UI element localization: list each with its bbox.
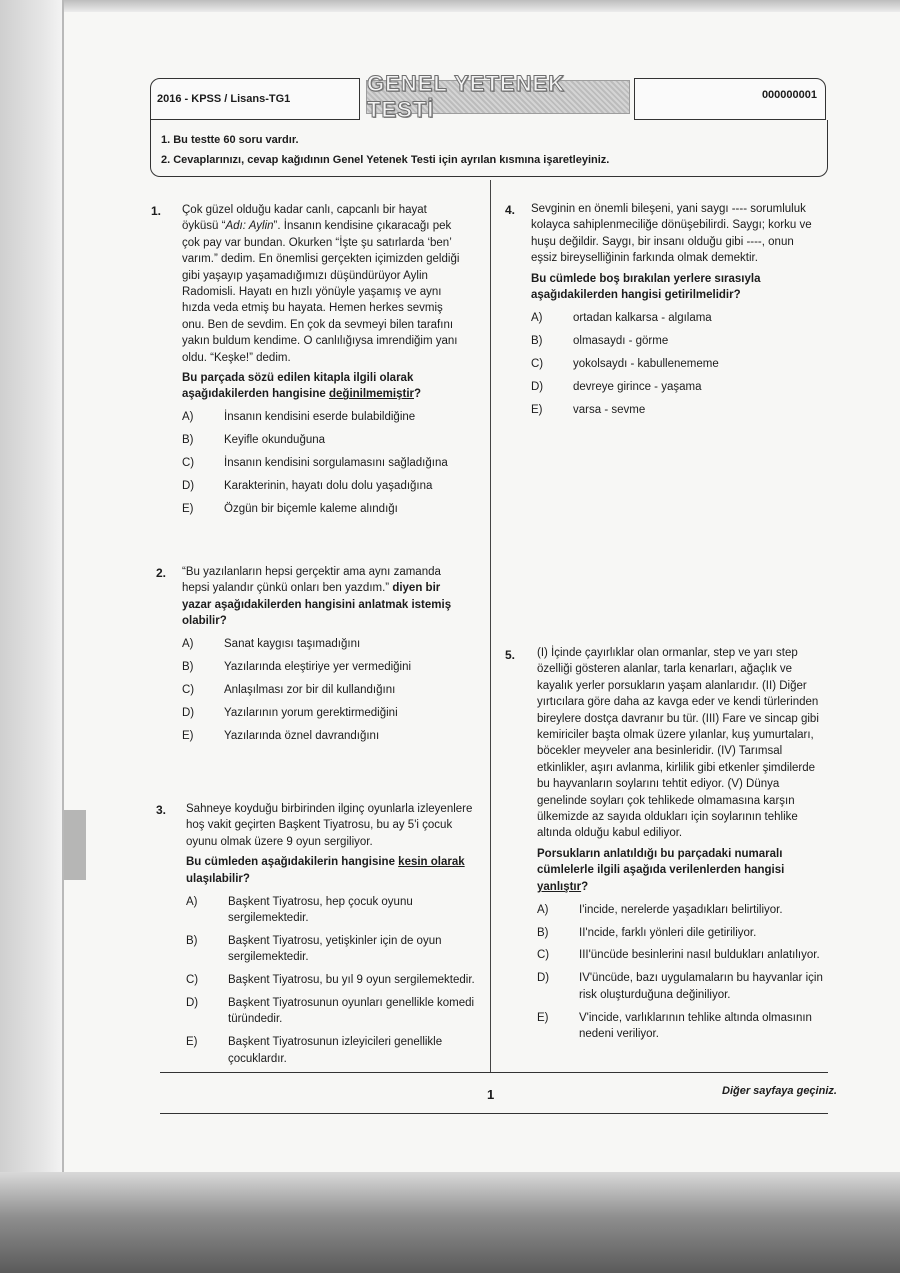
option-letter: B) [182,434,194,447]
option-text: yokolsaydı - kabullenememe [573,357,719,370]
page-header [150,71,826,122]
option-text: Başkent Tiyatrosunun oyunları genellikle komedi türündedir. [228,997,475,1026]
option-text: Anlaşılması zor bir dil kullandığını [224,683,396,696]
question-prompt: Porsukların anlatıldığı bu parçadaki numaralı cümlelerle ilgili aşağıda verilenlerden hangisi yanlıştır? [537,847,785,893]
option-text: devreye girince - yaşama [573,380,702,393]
page-edge [62,0,64,1172]
question-prompt: Bu cümlede boş bırakılan yerlere sırasıyla aşağıdakilerden hangisi getirilmelidir? [531,272,761,302]
option-letter: D) [531,380,544,393]
options-list [186,894,476,1068]
answer-option [531,402,821,418]
answer-option [182,705,460,721]
test-title-banner [366,71,630,122]
question-number: 5. [505,648,516,662]
answer-option [182,636,460,652]
scan-shadow-bottom [0,1172,900,1273]
option-letter: B) [537,926,549,939]
option-letter: C) [182,683,195,696]
option-text: Karakterinin, hayatı dolu dolu yaşadığına [224,480,433,493]
option-text: Yazılarında eleştiriye yer vermediğini [224,661,412,674]
answer-option [537,1010,827,1043]
option-letter: B) [182,661,194,674]
question-number: 4. [505,203,516,217]
option-text: I'incide, nerelerde yaşadıkları belirtiliyor. [579,903,783,916]
question-stem: (I) İçinde çayırlıklar olan ormanlar, step ve yarı step özelliği gösteren alanlar, tarla kenarları, ağaçlık ve kayalık yerler porsukların yaşam alanlarıdır. (II) Diğer yırtıcılara göre daha az kavga eder ve kendi türlerinden bireylere dostça davranır bu tür. (III) Fare ve sincap gibi kemiriciler başta olmak üzere yılanlar, kuş yumurtaları, böcekler meyveler ana besinleridir. (IV) Tarımsal etkinlikler, aşırı avlanma, kirlilik gibi etkenler şimdilerde bu hayvanların soylarını tehtit ediyor. (V) Dünya genelinde soyları çok tehlikede olmamasına karşın ülkemizde az sayıda oldukları için soylarının tehlike altında olduğu kabul ediliyor. [537,647,819,840]
question-2 [182,564,460,744]
option-text: Keyifle okunduğuna [224,434,326,447]
question-stem: Çok güzel olduğu kadar canlı, capcanlı bir hayat öyküsü “Adı: Aylin”. İnsanın kendisine çıkaracağı pek çok pay var bundan. Okurken “İşte şu satırlarda ‘ben’ varım.” dedim. En önemlisi gerçekten içimizden geldiği gibi yaşayıp yaşamadığımızı düşündürüyor Aylin Radomisli. Hayatı en hızlı yönüyle yaşamış ve aynı hızda veda etmiş bu hayata. Hemen herkes sevmiş onu. Ben de sevdim. En çok da sevmeyi bilen tarafını yakın buldum kendime. O canlılığıysa imrendiğim yanı oldu. “Keşke!” dedim. [182,204,460,364]
question-5 [537,645,827,1042]
question-3 [186,801,476,1067]
answer-option [182,455,460,471]
question-prompt: Bu cümleden aşağıdakilerin hangisine kesin olarak ulaşılabilir? [186,856,465,885]
answer-option [182,478,460,494]
answer-option [537,902,827,918]
option-letter: E) [531,403,543,416]
option-letter: E) [182,729,194,742]
question-4 [531,201,821,418]
option-letter: A) [182,638,194,651]
option-text: Başkent Tiyatrosu, hep çocuk oyunu sergilemektedir. [228,895,413,924]
question-number: 3. [156,803,167,817]
page-number: 1 [487,1087,495,1102]
answer-option [186,894,476,927]
answer-option [182,409,460,425]
option-letter: E) [182,503,194,515]
option-text: V'incide, varlıklarının tehlike altında olmasının nedeni veriliyor. [579,1011,812,1041]
question-number: 2. [156,566,167,580]
answer-option [531,310,821,326]
option-letter: C) [531,357,544,370]
document-number-box [634,78,826,120]
answer-option [537,970,827,1003]
options-list [182,409,460,517]
option-letter: A) [186,895,198,908]
option-text: Başkent Tiyatrosu, bu yıl 9 oyun sergilemektedir. [228,974,475,987]
instruction-1: 1. Bu testte 60 soru vardır. [161,134,299,146]
option-text: Başkent Tiyatrosu, yetişkinler için de oyun sergilemektedir. [228,934,442,964]
column-divider [490,180,491,1072]
option-letter: E) [186,1036,198,1049]
answer-option [182,501,460,517]
scan-artifact [64,810,86,880]
question-stem: “Bu yazılanların hepsi gerçektir ama aynı zamanda hepsi yalandır çünkü onları ben yazdım.” diyen bir yazar aşağıdakilerden hangisini anlatmak istemiş olabilir? [182,566,452,628]
test-title: GENEL YETENEK TESTİ [367,71,566,122]
answer-option [186,933,476,966]
answer-option [537,947,827,963]
option-text: olmasaydı - görme [573,334,669,347]
option-text: IV'üncüde, bazı uygulamaların bu hayvanlar için risk oluşturduğuna değiniliyor. [579,972,823,1001]
next-page-note: Diğer sayfaya geçiniz. [722,1085,837,1097]
option-letter: A) [531,311,543,324]
option-text: İnsanın kendisini eserde bulabildiğine [224,411,416,424]
option-text: II'ncide, farklı yönleri dile getiriliyor. [579,926,757,939]
option-text: varsa - sevme [573,403,646,416]
option-text: Sanat kaygısı taşımadığını [224,638,361,651]
option-letter: B) [531,334,543,347]
options-list [531,310,821,418]
option-text: İnsanın kendisini sorgulamasını sağladığına [224,457,448,470]
title-box [358,71,634,122]
answer-option [531,356,821,372]
option-text: Yazılarında öznel davrandığını [224,729,380,742]
option-text: Özgün bir biçemle kaleme alındığı [224,503,398,515]
option-letter: A) [537,903,549,916]
answer-option [531,333,821,349]
option-text: ortadan kalkarsa - algılama [573,311,712,324]
option-letter: A) [182,411,194,424]
exam-code: 2016 - KPSS / Lisans-TG1 [157,93,291,105]
answer-option [182,682,460,698]
option-letter: E) [537,1011,549,1024]
option-letter: D) [182,706,195,719]
option-letter: C) [186,974,199,987]
footer-rule [160,1072,828,1073]
answer-option [186,972,476,988]
question-stem: Sevginin en önemli bileşeni, yani saygı ---- sorumluluk kolayca sahiplenmeciliğe dönüşebilirdi. Saygı; korku ve huşu değildir. Saygı, bir insanı olduğu gibi ----, onun eşsiz bireyselliğinin farkında olmak demektir. [531,203,812,265]
option-text: Yazılarının yorum gerektirmediğini [224,706,398,719]
option-letter: C) [182,457,195,470]
option-text: III'üncüde besinlerini nasıl buldukları anlatılıyor. [579,949,820,962]
scan-shadow-left [0,0,62,1273]
instruction-2: 2. Cevaplarınızı, cevap kağıdının Genel Yetenek Testi için ayrılan kısmına işaretleyiniz. [161,154,610,166]
question-prompt: Bu parçada sözü edilen kitapla ilgili olarak aşağıdakilerden hangisine değinilmemiştir? [182,372,422,401]
question-1 [182,202,460,517]
answer-option [182,728,460,744]
option-text: Başkent Tiyatrosunun izleyicileri genellikle çocuklardır. [228,1036,443,1065]
option-letter: C) [537,949,550,962]
exam-code-box [150,78,360,120]
answer-option [531,379,821,395]
footer-rule-bottom [160,1113,828,1114]
option-letter: D) [182,480,195,493]
scan-shadow-top [0,0,900,12]
answer-option [186,995,476,1028]
options-list [182,636,460,744]
answer-option [186,1034,476,1067]
options-list [537,902,827,1043]
option-letter: D) [537,972,550,985]
answer-option [182,432,460,448]
answer-option [182,659,460,675]
instructions-box [150,120,828,177]
option-letter: D) [186,997,199,1010]
document-number: 000000001 [761,89,817,101]
question-stem: Sahneye koyduğu birbirinden ilginç oyunlarla izleyenlere hoş vakit geçirten Başkent Tiyatrosu, bu ay 5'i çocuk oyunu olmak üzere 9 oyun sergiliyor. [186,803,473,848]
option-letter: B) [186,934,198,947]
answer-option [537,925,827,941]
question-number: 1. [151,204,162,218]
